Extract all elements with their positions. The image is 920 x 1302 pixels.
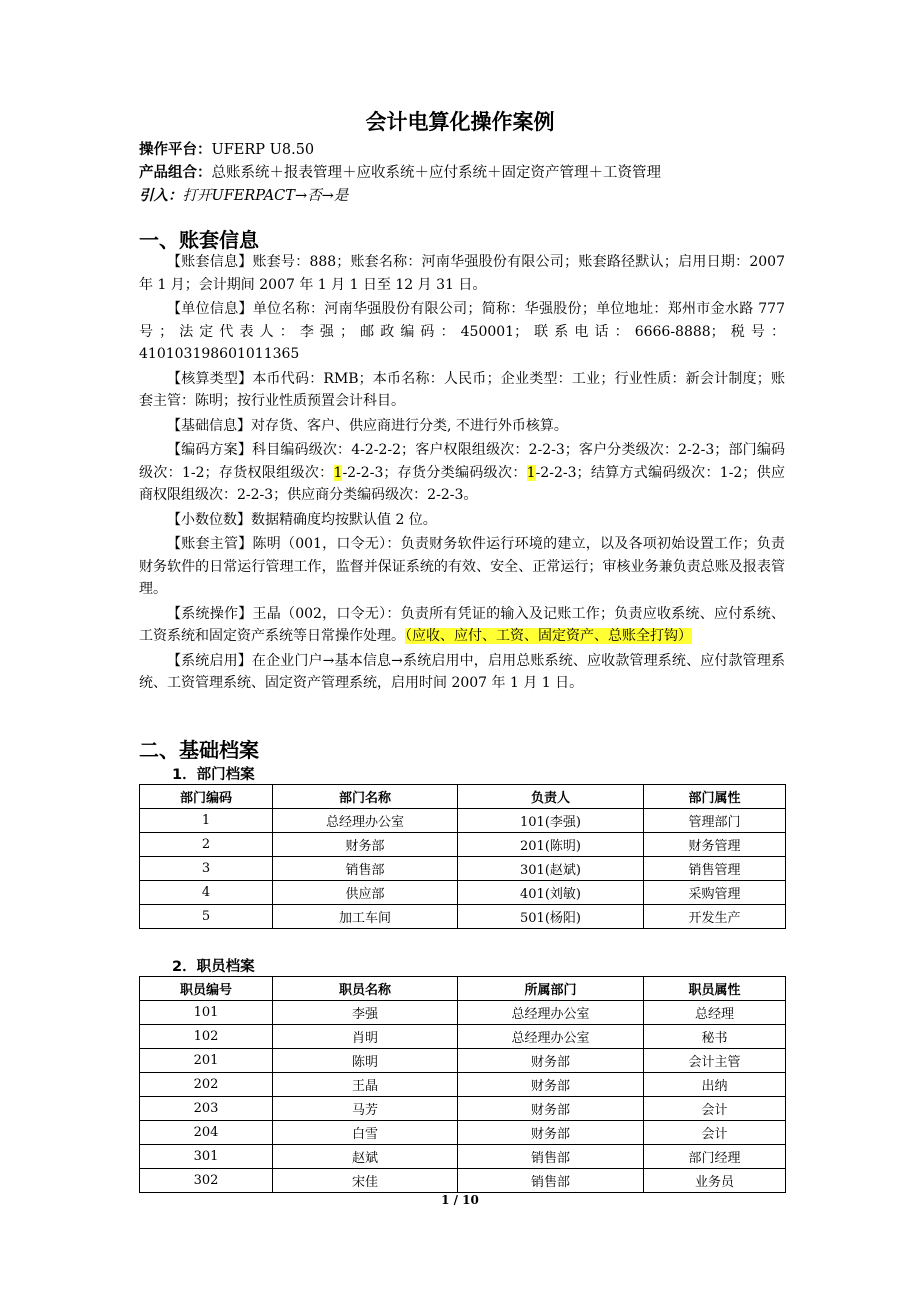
table-cell: 201 <box>140 1049 273 1073</box>
operator-text: 【系统操作】王晶（002，口令无）：负责所有凭证的输入及记账工作；负责应收系统、应付系统、工资系统和固定资产系统等日常操作处理。 <box>139 605 785 644</box>
intro-label: 引入： <box>139 188 183 204</box>
table-cell: 会计 <box>644 1121 786 1145</box>
section2-heading: 二、基础档案 <box>139 738 259 762</box>
table-row <box>140 809 786 833</box>
table-row <box>140 1121 786 1145</box>
table-cell: 赵斌 <box>273 1145 458 1169</box>
table-cell: 总经理办公室 <box>458 1001 644 1025</box>
dept-col-name: 部门名称 <box>273 785 458 809</box>
table-row <box>140 1049 786 1073</box>
staff-table-title: 2．职员档案 <box>172 959 255 975</box>
table-cell: 202 <box>140 1073 273 1097</box>
coding-scheme-paragraph <box>139 439 785 507</box>
table-cell: 501(杨阳) <box>458 905 644 929</box>
table-cell: 业务员 <box>644 1169 786 1193</box>
dept-table <box>139 784 786 929</box>
table-cell: 采购管理 <box>644 881 786 905</box>
table-cell: 财务部 <box>458 1049 644 1073</box>
table-cell: 秘书 <box>644 1025 786 1049</box>
table-row <box>140 881 786 905</box>
dept-table-title: 1．部门档案 <box>172 767 255 783</box>
intro-line <box>139 184 348 205</box>
staff-col-id: 职员编号 <box>140 977 273 1001</box>
table-cell: 开发生产 <box>644 905 786 929</box>
table-cell: 总经理办公室 <box>273 809 458 833</box>
table-cell: 马芳 <box>273 1097 458 1121</box>
table-cell: 101(李强) <box>458 809 644 833</box>
supervisor-paragraph: 【账套主管】陈明（001，口令无）：负责财务软件运行环境的建立，以及各项初始设置工作；负责财务软件的日常运行管理工作，监督并保证系统的有效、安全、正常运行；审核业务兼负责总账及报表管理。 <box>139 536 785 597</box>
dept-col-type: 部门属性 <box>644 785 786 809</box>
table-cell: 5 <box>140 905 273 929</box>
operator-highlight: （应收、应付、工资、固定资产、总账全打钩） <box>405 628 692 644</box>
table-cell: 财务部 <box>458 1121 644 1145</box>
products-label: 产品组合： <box>139 165 212 181</box>
table-cell: 301 <box>140 1145 273 1169</box>
table-cell: 宋佳 <box>273 1169 458 1193</box>
table-cell: 白雪 <box>273 1121 458 1145</box>
table-cell: 肖明 <box>273 1025 458 1049</box>
table-row <box>140 1097 786 1121</box>
table-row <box>140 905 786 929</box>
account-info-paragraph: 【账套信息】账套号：888；账套名称：河南华强股份有限公司；账套路径默认；启用日期：2007 年 1 月；会计期间 2007 年 1 月 1 日至 12 月 31 日。 <box>139 254 785 293</box>
staff-col-role: 职员属性 <box>644 977 786 1001</box>
table-cell: 王晶 <box>273 1073 458 1097</box>
table-cell: 203 <box>140 1097 273 1121</box>
dept-header-row <box>140 785 786 809</box>
table-cell: 财务部 <box>458 1073 644 1097</box>
table-cell: 出纳 <box>644 1073 786 1097</box>
staff-table <box>139 976 786 1193</box>
table-cell: 陈明 <box>273 1049 458 1073</box>
section1-heading: 一、账套信息 <box>139 228 259 252</box>
products-value: 总账系统＋报表管理＋应收系统＋应付系统＋固定资产管理＋工资管理 <box>211 165 661 181</box>
staff-col-name: 职员名称 <box>273 977 458 1001</box>
staff-col-dept: 所属部门 <box>458 977 644 1001</box>
coding-text-c: -2-2-3；结算方式编码级次：1-2；供应商权限组级次：2-2-3；供应商分类编码级次：2-2-3。 <box>139 464 785 503</box>
section1-body <box>139 251 785 697</box>
table-cell: 销售部 <box>458 1145 644 1169</box>
table-cell: 销售部 <box>458 1169 644 1193</box>
table-cell: 销售部 <box>273 857 458 881</box>
platform-line <box>139 138 314 159</box>
coding-text-a: 【编码方案】科目编码级次：4-2-2-2；客户权限组级次：2-2-3；客户分类级次：2-2-3；部门编码级次：1-2；存货权限组级次： <box>139 442 785 481</box>
table-cell: 销售管理 <box>644 857 786 881</box>
table-cell: 401(刘敏) <box>458 881 644 905</box>
table-row <box>140 1145 786 1169</box>
table-cell: 财务管理 <box>644 833 786 857</box>
products-line <box>139 161 661 182</box>
table-row <box>140 857 786 881</box>
table-cell: 201(陈明) <box>458 833 644 857</box>
accounting-type-paragraph: 【核算类型】本币代码：RMB；本币名称：人民币；企业类型：工业；行业性质：新会计制度；账套主管：陈明；按行业性质预置会计科目。 <box>139 370 785 409</box>
table-row <box>140 833 786 857</box>
table-cell: 302 <box>140 1169 273 1193</box>
decimal-paragraph: 【小数位数】数据精确度均按默认值 2 位。 <box>167 511 437 528</box>
operator-paragraph <box>139 603 785 648</box>
table-row <box>140 1169 786 1193</box>
basic-info-paragraph: 【基础信息】对存货、客户、供应商进行分类, 不进行外币核算。 <box>167 417 568 434</box>
dept-col-leader: 负责人 <box>458 785 644 809</box>
table-cell: 3 <box>140 857 273 881</box>
table-row <box>140 1001 786 1025</box>
table-cell: 管理部门 <box>644 809 786 833</box>
table-cell: 2 <box>140 833 273 857</box>
coding-highlight-2: 1 <box>526 464 536 481</box>
table-cell: 102 <box>140 1025 273 1049</box>
staff-header-row <box>140 977 786 1001</box>
table-cell: 李强 <box>273 1001 458 1025</box>
table-cell: 总经理办公室 <box>458 1025 644 1049</box>
system-enable-paragraph: 【系统启用】在企业门户→基本信息→系统启用中，启用总账系统、应收款管理系统、应付款管理系统、工资管理系统、固定资产管理系统，启用时间 2007 年 1 月 1 日。 <box>139 652 785 691</box>
company-info-paragraph: 【单位信息】单位名称：河南华强股份有限公司；简称：华强股份；单位地址：郑州市金水路 777 号；法定代表人：李强；邮政编码：450001；联系电话：6666-8888；税号：410103198601011365 <box>139 301 785 362</box>
table-row <box>140 1025 786 1049</box>
coding-text-b: -2-2-3；存货分类编码级次： <box>342 464 527 481</box>
table-cell: 供应部 <box>273 881 458 905</box>
table-cell: 总经理 <box>644 1001 786 1025</box>
table-cell: 204 <box>140 1121 273 1145</box>
table-cell: 加工车间 <box>273 905 458 929</box>
table-row <box>140 1073 786 1097</box>
table-cell: 财务部 <box>273 833 458 857</box>
intro-value: 打开UFERPACT→否→是 <box>182 188 349 204</box>
table-cell: 会计 <box>644 1097 786 1121</box>
document-title: 会计电算化操作案例 <box>365 110 555 134</box>
table-cell: 部门经理 <box>644 1145 786 1169</box>
table-cell: 财务部 <box>458 1097 644 1121</box>
page-number: 1 / 10 <box>441 1193 479 1207</box>
platform-value: UFERP U8.50 <box>211 142 315 158</box>
dept-col-code: 部门编码 <box>140 785 273 809</box>
table-cell: 1 <box>140 809 273 833</box>
table-cell: 301(赵斌) <box>458 857 644 881</box>
table-cell: 4 <box>140 881 273 905</box>
table-cell: 101 <box>140 1001 273 1025</box>
platform-label: 操作平台： <box>139 142 212 158</box>
table-cell: 会计主管 <box>644 1049 786 1073</box>
coding-highlight-1: 1 <box>333 464 343 481</box>
